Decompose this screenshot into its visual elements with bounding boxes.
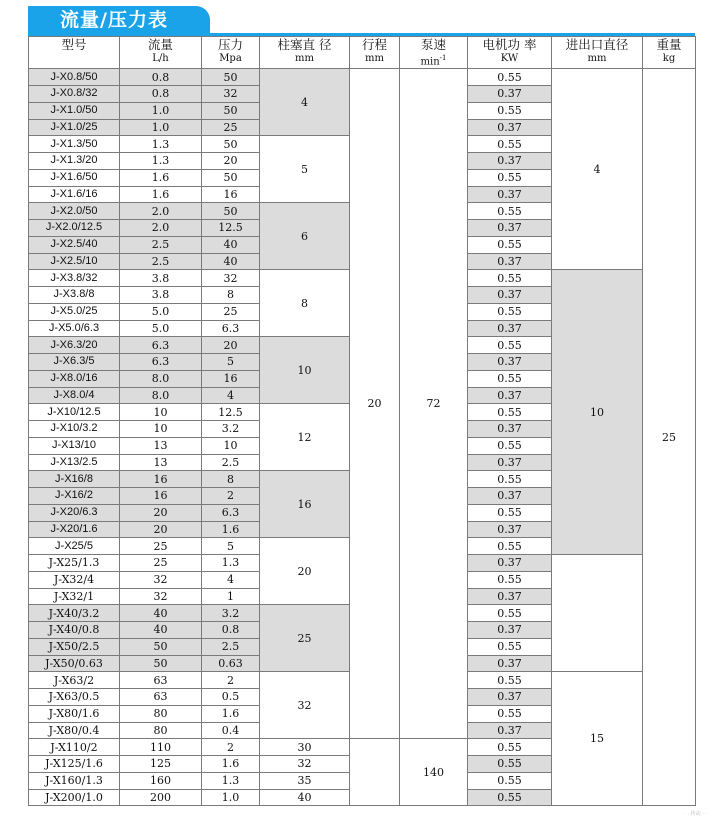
flow-cell: 50 bbox=[120, 638, 202, 655]
pressure-cell: 2.5 bbox=[202, 454, 260, 471]
model-cell: J-X13/2.5 bbox=[29, 454, 120, 471]
pressure-cell: 6.3 bbox=[202, 504, 260, 521]
pressure-cell: 0.63 bbox=[202, 655, 260, 672]
plunger-cell: 5 bbox=[260, 136, 350, 203]
pressure-cell: 40 bbox=[202, 253, 260, 270]
model-cell: J-X110/2 bbox=[29, 739, 120, 756]
model-cell: J-X0.8/32 bbox=[29, 86, 120, 103]
pressure-cell: 3.2 bbox=[202, 421, 260, 438]
model-cell: J-X13/10 bbox=[29, 437, 120, 454]
pressure-cell: 2 bbox=[202, 739, 260, 756]
power-cell: 0.55 bbox=[468, 756, 552, 773]
flow-cell: 63 bbox=[120, 672, 202, 689]
header-row bbox=[29, 37, 696, 69]
pressure-cell: 50 bbox=[202, 136, 260, 153]
pressure-cell: 0.4 bbox=[202, 722, 260, 739]
model-cell: J-X50/0.63 bbox=[29, 655, 120, 672]
power-cell: 0.55 bbox=[468, 136, 552, 153]
power-cell: 0.37 bbox=[468, 387, 552, 404]
power-cell: 0.55 bbox=[468, 236, 552, 253]
flow-cell: 1.6 bbox=[120, 186, 202, 203]
pressure-cell: 2.5 bbox=[202, 638, 260, 655]
power-cell: 0.37 bbox=[468, 689, 552, 706]
pressure-cell: 2 bbox=[202, 672, 260, 689]
model-cell: J-X2.0/50 bbox=[29, 203, 120, 220]
pressure-cell: 1.6 bbox=[202, 705, 260, 722]
power-cell: 0.37 bbox=[468, 588, 552, 605]
flow-cell: 16 bbox=[120, 488, 202, 505]
model-cell: J-X1.3/50 bbox=[29, 136, 120, 153]
flow-cell: 50 bbox=[120, 655, 202, 672]
flow-cell: 2.0 bbox=[120, 220, 202, 237]
flow-cell: 13 bbox=[120, 454, 202, 471]
plunger-cell: 16 bbox=[260, 471, 350, 538]
header-model: 型号 bbox=[29, 37, 120, 69]
power-cell: 0.55 bbox=[468, 404, 552, 421]
flow-cell: 8.0 bbox=[120, 370, 202, 387]
pressure-cell: 8 bbox=[202, 471, 260, 488]
power-cell: 0.55 bbox=[468, 538, 552, 555]
power-cell: 0.55 bbox=[468, 672, 552, 689]
flow-cell: 1.0 bbox=[120, 119, 202, 136]
model-cell: J-X80/1.6 bbox=[29, 705, 120, 722]
flow-cell: 3.8 bbox=[120, 287, 202, 304]
pressure-cell: 12.5 bbox=[202, 404, 260, 421]
model-cell: J-X20/6.3 bbox=[29, 504, 120, 521]
model-cell: J-X3.8/32 bbox=[29, 270, 120, 287]
pressure-cell: 1.3 bbox=[202, 772, 260, 789]
model-cell: J-X8.0/16 bbox=[29, 370, 120, 387]
pressure-cell: 40 bbox=[202, 236, 260, 253]
plunger-cell: 6 bbox=[260, 203, 350, 270]
plunger-cell: 4 bbox=[260, 69, 350, 136]
stroke-cell-empty bbox=[350, 739, 400, 806]
model-cell: J-X0.8/50 bbox=[29, 69, 120, 86]
model-cell: J-X160/1.3 bbox=[29, 772, 120, 789]
flow-cell: 125 bbox=[120, 756, 202, 773]
footer-text: · · 传动 · · bbox=[684, 811, 707, 817]
pressure-cell: 0.5 bbox=[202, 689, 260, 706]
power-cell: 0.37 bbox=[468, 354, 552, 371]
port-cell: 10 bbox=[552, 270, 643, 555]
power-cell: 0.37 bbox=[468, 454, 552, 471]
model-cell: J-X50/2.5 bbox=[29, 638, 120, 655]
model-cell: J-X40/0.8 bbox=[29, 622, 120, 639]
model-cell: J-X32/4 bbox=[29, 571, 120, 588]
header-stroke: 行程 mm bbox=[350, 37, 400, 69]
model-cell: J-X25/1.3 bbox=[29, 555, 120, 572]
model-cell: J-X125/1.6 bbox=[29, 756, 120, 773]
flow-cell: 200 bbox=[120, 789, 202, 806]
power-cell: 0.37 bbox=[468, 320, 552, 337]
flow-cell: 10 bbox=[120, 421, 202, 438]
power-cell: 0.37 bbox=[468, 555, 552, 572]
power-cell: 0.55 bbox=[468, 739, 552, 756]
speed-cell: 140 bbox=[400, 739, 468, 806]
pressure-cell: 20 bbox=[202, 153, 260, 170]
flow-cell: 1.3 bbox=[120, 136, 202, 153]
pressure-cell: 50 bbox=[202, 102, 260, 119]
power-cell: 0.37 bbox=[468, 186, 552, 203]
flow-cell: 110 bbox=[120, 739, 202, 756]
pressure-cell: 1.6 bbox=[202, 756, 260, 773]
flow-cell: 20 bbox=[120, 504, 202, 521]
model-cell: J-X1.3/20 bbox=[29, 153, 120, 170]
power-cell: 0.55 bbox=[468, 169, 552, 186]
power-cell: 0.37 bbox=[468, 119, 552, 136]
power-cell: 0.55 bbox=[468, 303, 552, 320]
pressure-cell: 1 bbox=[202, 588, 260, 605]
model-cell: J-X80/0.4 bbox=[29, 722, 120, 739]
model-cell: J-X3.8/8 bbox=[29, 287, 120, 304]
model-cell: J-X6.3/20 bbox=[29, 337, 120, 354]
plunger-cell: 30 bbox=[260, 739, 350, 756]
flow-cell: 5.0 bbox=[120, 320, 202, 337]
model-cell: J-X5.0/6.3 bbox=[29, 320, 120, 337]
flow-cell: 3.8 bbox=[120, 270, 202, 287]
pressure-cell: 32 bbox=[202, 86, 260, 103]
pressure-cell: 50 bbox=[202, 169, 260, 186]
plunger-cell: 25 bbox=[260, 605, 350, 672]
speed-cell: 72 bbox=[400, 69, 468, 739]
flow-cell: 25 bbox=[120, 555, 202, 572]
power-cell: 0.37 bbox=[468, 722, 552, 739]
model-cell: J-X10/12.5 bbox=[29, 404, 120, 421]
power-cell: 0.55 bbox=[468, 102, 552, 119]
flow-cell: 6.3 bbox=[120, 354, 202, 371]
model-cell: J-X10/3.2 bbox=[29, 421, 120, 438]
pressure-cell: 0.8 bbox=[202, 622, 260, 639]
power-cell: 0.37 bbox=[468, 488, 552, 505]
pressure-cell: 1.6 bbox=[202, 521, 260, 538]
header-weight: 重量 kg bbox=[643, 37, 696, 69]
pressure-cell: 2 bbox=[202, 488, 260, 505]
model-cell: J-X2.5/10 bbox=[29, 253, 120, 270]
power-cell: 0.37 bbox=[468, 622, 552, 639]
power-cell: 0.55 bbox=[468, 504, 552, 521]
power-cell: 0.55 bbox=[468, 69, 552, 86]
pressure-cell: 32 bbox=[202, 270, 260, 287]
pressure-cell: 50 bbox=[202, 203, 260, 220]
power-cell: 0.37 bbox=[468, 521, 552, 538]
flow-pressure-table bbox=[28, 36, 696, 806]
pressure-cell: 1.0 bbox=[202, 789, 260, 806]
flow-cell: 32 bbox=[120, 588, 202, 605]
pressure-cell: 4 bbox=[202, 387, 260, 404]
power-cell: 0.37 bbox=[468, 86, 552, 103]
pressure-cell: 16 bbox=[202, 370, 260, 387]
pressure-cell: 5 bbox=[202, 538, 260, 555]
port-cell: 4 bbox=[552, 69, 643, 270]
header-plunger: 柱塞直 径 mm bbox=[260, 37, 350, 69]
power-cell: 0.37 bbox=[468, 253, 552, 270]
flow-cell: 0.8 bbox=[120, 86, 202, 103]
table-body bbox=[29, 69, 696, 806]
power-cell: 0.55 bbox=[468, 772, 552, 789]
power-cell: 0.55 bbox=[468, 571, 552, 588]
power-cell: 0.55 bbox=[468, 337, 552, 354]
power-cell: 0.37 bbox=[468, 220, 552, 237]
port-cell bbox=[552, 555, 643, 672]
header-power: 电机功 率 KW bbox=[468, 37, 552, 69]
flow-cell: 10 bbox=[120, 404, 202, 421]
model-cell: J-X5.0/25 bbox=[29, 303, 120, 320]
flow-cell: 2.5 bbox=[120, 236, 202, 253]
plunger-cell: 32 bbox=[260, 672, 350, 739]
pressure-cell: 4 bbox=[202, 571, 260, 588]
flow-cell: 1.3 bbox=[120, 153, 202, 170]
header-pressure: 压力 Mpa bbox=[202, 37, 260, 69]
flow-cell: 40 bbox=[120, 605, 202, 622]
model-cell: J-X16/8 bbox=[29, 471, 120, 488]
flow-cell: 80 bbox=[120, 722, 202, 739]
model-cell: J-X2.0/12.5 bbox=[29, 220, 120, 237]
flow-cell: 40 bbox=[120, 622, 202, 639]
section-title: 流量/压力表 bbox=[60, 9, 168, 31]
model-cell: J-X25/5 bbox=[29, 538, 120, 555]
pressure-cell: 50 bbox=[202, 69, 260, 86]
power-cell: 0.55 bbox=[468, 471, 552, 488]
model-cell: J-X8.0/4 bbox=[29, 387, 120, 404]
pressure-cell: 16 bbox=[202, 186, 260, 203]
power-cell: 0.55 bbox=[468, 789, 552, 806]
model-cell: J-X40/3.2 bbox=[29, 605, 120, 622]
plunger-cell: 12 bbox=[260, 404, 350, 471]
model-cell: J-X200/1.0 bbox=[29, 789, 120, 806]
model-cell: J-X1.0/50 bbox=[29, 102, 120, 119]
flow-cell: 63 bbox=[120, 689, 202, 706]
port-cell: 15 bbox=[552, 672, 643, 806]
model-cell: J-X16/2 bbox=[29, 488, 120, 505]
pressure-cell: 1.3 bbox=[202, 555, 260, 572]
pressure-cell: 25 bbox=[202, 119, 260, 136]
stroke-cell: 20 bbox=[350, 69, 400, 739]
power-cell: 0.55 bbox=[468, 705, 552, 722]
plunger-cell: 10 bbox=[260, 337, 350, 404]
model-cell: J-X1.0/25 bbox=[29, 119, 120, 136]
model-cell: J-X6.3/5 bbox=[29, 354, 120, 371]
plunger-cell: 35 bbox=[260, 772, 350, 789]
model-cell: J-X63/2 bbox=[29, 672, 120, 689]
flow-cell: 8.0 bbox=[120, 387, 202, 404]
flow-cell: 1.0 bbox=[120, 102, 202, 119]
model-cell: J-X1.6/50 bbox=[29, 169, 120, 186]
power-cell: 0.37 bbox=[468, 421, 552, 438]
pressure-cell: 10 bbox=[202, 437, 260, 454]
power-cell: 0.55 bbox=[468, 203, 552, 220]
flow-cell: 13 bbox=[120, 437, 202, 454]
plunger-cell: 32 bbox=[260, 756, 350, 773]
flow-cell: 80 bbox=[120, 705, 202, 722]
power-cell: 0.37 bbox=[468, 655, 552, 672]
section-title-tab bbox=[28, 6, 210, 34]
flow-cell: 20 bbox=[120, 521, 202, 538]
flow-cell: 2.5 bbox=[120, 253, 202, 270]
power-cell: 0.37 bbox=[468, 287, 552, 304]
pressure-cell: 5 bbox=[202, 354, 260, 371]
power-cell: 0.55 bbox=[468, 638, 552, 655]
power-cell: 0.55 bbox=[468, 370, 552, 387]
power-cell: 0.55 bbox=[468, 270, 552, 287]
weight-cell: 25 bbox=[643, 69, 696, 806]
model-cell: J-X1.6/16 bbox=[29, 186, 120, 203]
pressure-cell: 3.2 bbox=[202, 605, 260, 622]
plunger-cell: 8 bbox=[260, 270, 350, 337]
plunger-cell: 40 bbox=[260, 789, 350, 806]
pressure-cell: 12.5 bbox=[202, 220, 260, 237]
pressure-cell: 8 bbox=[202, 287, 260, 304]
table-row bbox=[29, 69, 696, 86]
model-cell: J-X63/0.5 bbox=[29, 689, 120, 706]
flow-cell: 5.0 bbox=[120, 303, 202, 320]
pressure-cell: 6.3 bbox=[202, 320, 260, 337]
flow-cell: 6.3 bbox=[120, 337, 202, 354]
header-port: 进出口直径 mm bbox=[552, 37, 643, 69]
power-cell: 0.55 bbox=[468, 437, 552, 454]
header-speed: 泵速 $\min^{-1}$ bbox=[400, 37, 468, 69]
model-cell: J-X2.5/40 bbox=[29, 236, 120, 253]
model-cell: J-X20/1.6 bbox=[29, 521, 120, 538]
flow-cell: 2.0 bbox=[120, 203, 202, 220]
flow-cell: 32 bbox=[120, 571, 202, 588]
power-cell: 0.37 bbox=[468, 153, 552, 170]
flow-cell: 1.6 bbox=[120, 169, 202, 186]
model-cell: J-X32/1 bbox=[29, 588, 120, 605]
pressure-cell: 25 bbox=[202, 303, 260, 320]
plunger-cell: 20 bbox=[260, 538, 350, 605]
power-cell: 0.55 bbox=[468, 605, 552, 622]
header-flow: 流量 L/h bbox=[120, 37, 202, 69]
pressure-cell: 20 bbox=[202, 337, 260, 354]
flow-cell: 25 bbox=[120, 538, 202, 555]
flow-cell: 0.8 bbox=[120, 69, 202, 86]
flow-cell: 16 bbox=[120, 471, 202, 488]
flow-cell: 160 bbox=[120, 772, 202, 789]
